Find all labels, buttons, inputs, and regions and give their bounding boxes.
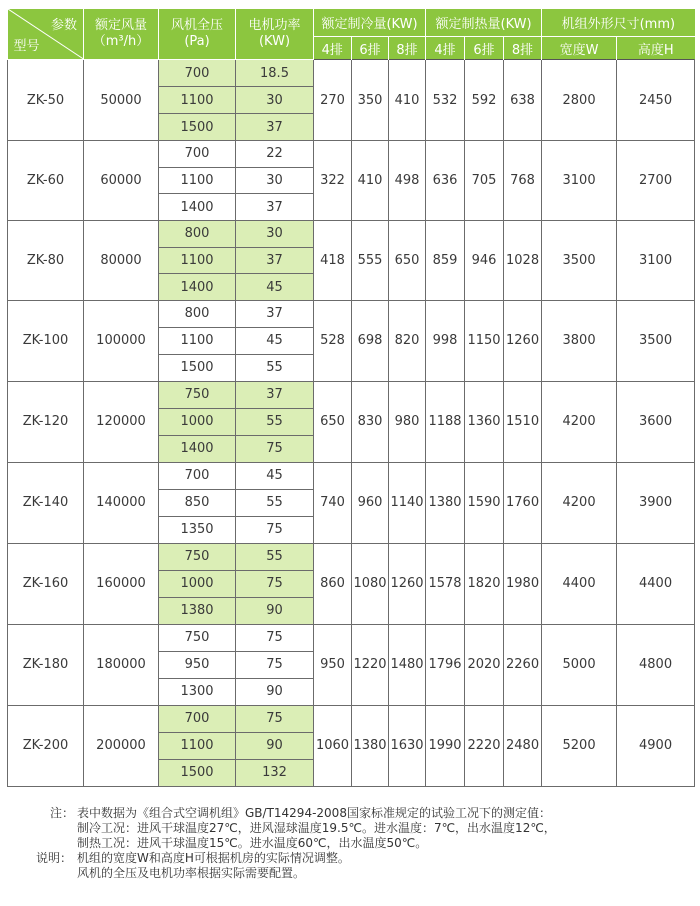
pressure-cell: 1500: [159, 354, 236, 381]
pressure-cell: 1380: [159, 597, 236, 624]
corner-label-model: 型号: [13, 39, 40, 54]
explain-label: 说明：: [36, 851, 73, 865]
heating-6-cell: 1360: [465, 381, 504, 462]
explain-line-2: 风机的全压及电机功率根据实际需要配置。: [77, 866, 306, 880]
cooling-4-cell: 418: [314, 220, 352, 300]
table-row: [8, 300, 695, 327]
cooling-4-cell: 528: [314, 300, 352, 381]
pressure-cell: 700: [159, 705, 236, 732]
power-header: [236, 9, 314, 60]
power-cell: 45: [236, 327, 314, 354]
heating-8-cell: 768: [504, 141, 542, 221]
pressure-cell: 1000: [159, 408, 236, 435]
width-cell: 5000: [542, 624, 617, 705]
table-row: [8, 220, 695, 247]
note-line-2: 制冷工况：进风干球温度27℃，进风湿球温度19.5℃。进水温度：7℃，出水温度12℃，: [77, 821, 556, 835]
width-cell: 4200: [542, 381, 617, 462]
width-cell: 4200: [542, 462, 617, 543]
cooling-6-rows-header: 6排: [352, 37, 389, 60]
cooling-6-cell: 410: [352, 141, 389, 221]
pressure-cell: 1350: [159, 516, 236, 543]
height-cell: 4400: [617, 543, 695, 624]
power-cell: 75: [236, 705, 314, 732]
cooling-8-cell: 650: [389, 220, 426, 300]
power-cell: 30: [236, 167, 314, 194]
power-header-line2: (KW): [258, 34, 291, 49]
note-row: [50, 806, 690, 821]
cooling-8-cell: 498: [389, 141, 426, 221]
cooling-4-cell: 650: [314, 381, 352, 462]
dimensions-header: 机组外形尺寸(mm): [542, 9, 695, 37]
cooling-6-cell: 555: [352, 220, 389, 300]
pressure-cell: 850: [159, 489, 236, 516]
width-cell: 4400: [542, 543, 617, 624]
airflow-cell: 60000: [84, 141, 159, 221]
pressure-cell: 800: [159, 300, 236, 327]
pressure-cell: 1100: [159, 167, 236, 194]
cooling-8-cell: 1140: [389, 462, 426, 543]
notes-section: [36, 806, 690, 881]
power-cell: 75: [236, 624, 314, 651]
model-cell: ZK-50: [8, 60, 84, 141]
heating-4-cell: 1380: [426, 462, 465, 543]
cooling-header: 额定制冷量(KW): [314, 9, 426, 37]
cooling-8-cell: 820: [389, 300, 426, 381]
power-cell: 22: [236, 141, 314, 168]
heating-4-cell: 1990: [426, 705, 465, 786]
airflow-header: [84, 9, 159, 60]
power-cell: 37: [236, 114, 314, 141]
heating-4-rows-header: 4排: [426, 37, 465, 60]
pressure-cell: 1100: [159, 732, 236, 759]
airflow-cell: 160000: [84, 543, 159, 624]
power-cell: 90: [236, 678, 314, 705]
cooling-8-rows-header: 8排: [389, 37, 426, 60]
cooling-6-cell: 350: [352, 60, 389, 141]
heating-6-rows-header: 6排: [465, 37, 504, 60]
note-line-3: 制热工况：进风干球温度15℃。进水温度60℃，出水温度50℃。: [77, 836, 428, 850]
cooling-8-cell: 1630: [389, 705, 426, 786]
explain-line-1: 机组的宽度W和高度H可根据机房的实际情况调整。: [77, 851, 350, 865]
model-cell: ZK-200: [8, 705, 84, 786]
heating-4-cell: 532: [426, 60, 465, 141]
cooling-8-cell: 1480: [389, 624, 426, 705]
pressure-cell: 1400: [159, 274, 236, 301]
heating-8-cell: 1260: [504, 300, 542, 381]
heating-4-cell: 1796: [426, 624, 465, 705]
width-cell: 3500: [542, 220, 617, 300]
power-cell: 55: [236, 408, 314, 435]
pressure-header: [159, 9, 236, 60]
pressure-header-line1: 风机全压: [170, 18, 223, 33]
heating-8-cell: 1028: [504, 220, 542, 300]
power-cell: 37: [236, 300, 314, 327]
spec-table: [7, 9, 695, 787]
heating-6-cell: 1150: [465, 300, 504, 381]
heating-8-rows-header: 8排: [504, 37, 542, 60]
width-cell: 5200: [542, 705, 617, 786]
power-cell: 30: [236, 87, 314, 114]
width-cell: 3800: [542, 300, 617, 381]
heating-4-cell: 859: [426, 220, 465, 300]
airflow-cell: 140000: [84, 462, 159, 543]
heating-6-cell: 2020: [465, 624, 504, 705]
pressure-cell: 1400: [159, 435, 236, 462]
heating-8-cell: 1760: [504, 462, 542, 543]
pressure-cell: 1500: [159, 114, 236, 141]
height-header: 高度H: [617, 37, 695, 60]
cooling-8-cell: 1260: [389, 543, 426, 624]
height-cell: 3100: [617, 220, 695, 300]
heating-8-cell: 2480: [504, 705, 542, 786]
model-cell: ZK-100: [8, 300, 84, 381]
note-line-1: 表中数据为《组合式空调机组》GB/T14294-2008国家标准规定的试验工况下的测定值：: [77, 806, 551, 820]
power-cell: 55: [236, 354, 314, 381]
height-cell: 3600: [617, 381, 695, 462]
pressure-cell: 700: [159, 462, 236, 489]
heating-6-cell: 705: [465, 141, 504, 221]
power-cell: 90: [236, 597, 314, 624]
pressure-cell: 1000: [159, 570, 236, 597]
heating-4-cell: 1188: [426, 381, 465, 462]
pressure-cell: 700: [159, 141, 236, 168]
table-row: [8, 705, 695, 732]
pressure-cell: 1100: [159, 327, 236, 354]
cooling-6-cell: 1220: [352, 624, 389, 705]
corner-header-cell: [8, 9, 84, 60]
width-header: 宽度W: [542, 37, 617, 60]
cooling-4-cell: 322: [314, 141, 352, 221]
table-row: [8, 60, 695, 87]
heating-6-cell: 592: [465, 60, 504, 141]
heating-8-cell: 638: [504, 60, 542, 141]
height-cell: 2450: [617, 60, 695, 141]
height-cell: 3900: [617, 462, 695, 543]
heating-6-cell: 1590: [465, 462, 504, 543]
explain-row: [36, 851, 690, 866]
heating-6-cell: 2220: [465, 705, 504, 786]
cooling-4-cell: 1060: [314, 705, 352, 786]
power-cell: 37: [236, 247, 314, 274]
power-header-line1: 电机功率: [248, 18, 301, 33]
airflow-cell: 180000: [84, 624, 159, 705]
model-cell: ZK-60: [8, 141, 84, 221]
heating-8-cell: 1980: [504, 543, 542, 624]
power-cell: 45: [236, 462, 314, 489]
cooling-6-cell: 1080: [352, 543, 389, 624]
heating-header: 额定制热量(KW): [426, 9, 542, 37]
pressure-cell: 750: [159, 381, 236, 408]
cooling-4-cell: 740: [314, 462, 352, 543]
power-cell: 75: [236, 570, 314, 597]
cooling-8-cell: 410: [389, 60, 426, 141]
heating-6-cell: 1820: [465, 543, 504, 624]
height-cell: 3500: [617, 300, 695, 381]
pressure-cell: 1400: [159, 194, 236, 221]
heating-4-cell: 1578: [426, 543, 465, 624]
table-row: [8, 141, 695, 168]
power-cell: 55: [236, 543, 314, 570]
pressure-cell: 1500: [159, 759, 236, 786]
power-cell: 37: [236, 381, 314, 408]
power-cell: 75: [236, 651, 314, 678]
heating-8-cell: 1510: [504, 381, 542, 462]
table-row: [8, 624, 695, 651]
cooling-6-cell: 830: [352, 381, 389, 462]
height-cell: 4900: [617, 705, 695, 786]
height-cell: 4800: [617, 624, 695, 705]
heating-8-cell: 2260: [504, 624, 542, 705]
airflow-cell: 120000: [84, 381, 159, 462]
pressure-cell: 950: [159, 651, 236, 678]
cooling-6-cell: 1380: [352, 705, 389, 786]
model-cell: ZK-80: [8, 220, 84, 300]
heating-6-cell: 946: [465, 220, 504, 300]
power-cell: 132: [236, 759, 314, 786]
power-cell: 18.5: [236, 60, 314, 87]
power-cell: 90: [236, 732, 314, 759]
airflow-header-line1: 额定风量: [94, 18, 147, 33]
table-body: [8, 60, 695, 787]
cooling-4-cell: 270: [314, 60, 352, 141]
cooling-4-cell: 950: [314, 624, 352, 705]
model-cell: ZK-140: [8, 462, 84, 543]
model-cell: ZK-160: [8, 543, 84, 624]
heating-4-cell: 636: [426, 141, 465, 221]
power-cell: 75: [236, 516, 314, 543]
cooling-6-cell: 698: [352, 300, 389, 381]
airflow-cell: 50000: [84, 60, 159, 141]
table-row: [8, 381, 695, 408]
power-cell: 55: [236, 489, 314, 516]
note-label: 注：: [50, 806, 75, 820]
airflow-header-line2: （m³/h）: [92, 34, 150, 49]
width-cell: 2800: [542, 60, 617, 141]
power-cell: 45: [236, 274, 314, 301]
power-cell: 37: [236, 194, 314, 221]
table-row: [8, 543, 695, 570]
cooling-4-cell: 860: [314, 543, 352, 624]
table-header: [8, 9, 695, 60]
pressure-cell: 750: [159, 543, 236, 570]
airflow-cell: 200000: [84, 705, 159, 786]
airflow-cell: 100000: [84, 300, 159, 381]
table-row: [8, 462, 695, 489]
pressure-cell: 1100: [159, 87, 236, 114]
cooling-6-cell: 960: [352, 462, 389, 543]
power-cell: 75: [236, 435, 314, 462]
pressure-cell: 800: [159, 220, 236, 247]
pressure-cell: 1300: [159, 678, 236, 705]
pressure-cell: 700: [159, 60, 236, 87]
airflow-cell: 80000: [84, 220, 159, 300]
pressure-header-line2: (Pa): [184, 34, 210, 49]
heating-4-cell: 998: [426, 300, 465, 381]
power-cell: 30: [236, 220, 314, 247]
width-cell: 3100: [542, 141, 617, 221]
pressure-cell: 1100: [159, 247, 236, 274]
pressure-cell: 750: [159, 624, 236, 651]
cooling-4-rows-header: 4排: [314, 37, 352, 60]
height-cell: 2700: [617, 141, 695, 221]
model-cell: ZK-180: [8, 624, 84, 705]
model-cell: ZK-120: [8, 381, 84, 462]
corner-label-params: 参数: [50, 18, 77, 33]
cooling-8-cell: 980: [389, 381, 426, 462]
